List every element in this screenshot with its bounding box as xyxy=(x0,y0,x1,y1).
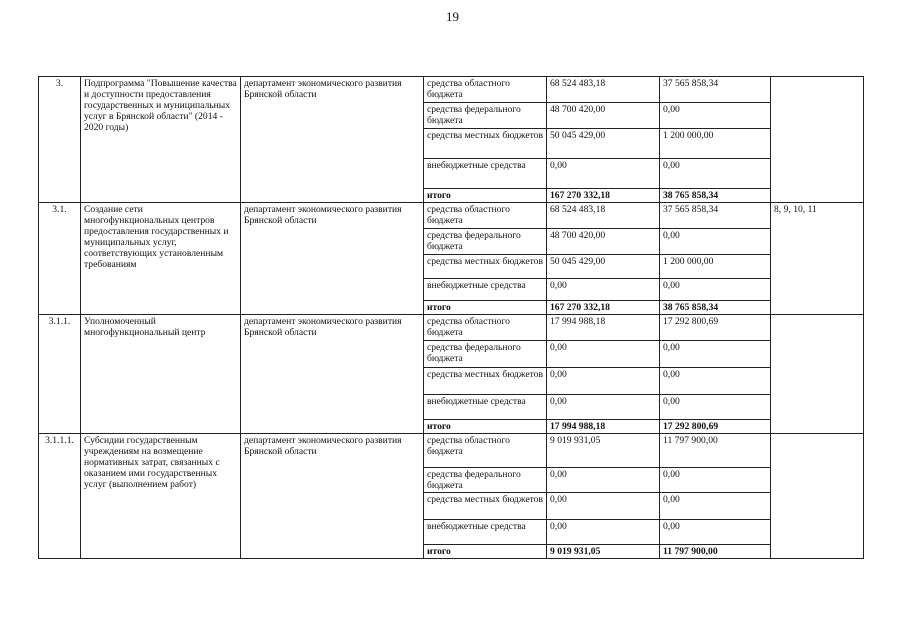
funding-value-1-text: 48 700 420,00 xyxy=(550,104,606,115)
total-value-2-text: 38 765 858,34 xyxy=(663,302,719,314)
funding-value-2 xyxy=(660,368,771,395)
funding-value-1-text: 50 045 429,00 xyxy=(550,256,606,268)
funding-value-2-text: 0,00 xyxy=(663,469,680,481)
funding-value-1-text: 0,00 xyxy=(550,280,567,292)
section-executor-text: департамент экономического развития Брянской области xyxy=(244,316,402,339)
table-row xyxy=(39,315,864,341)
funding-value-2-text: 0,00 xyxy=(663,342,680,354)
section-executor-text: департамент экономического развития Брянской области xyxy=(244,435,402,458)
section-name-text: Субсидии государственным учреждениям на возмещение нормативных затрат, связанных с оказанием ими государственных услуг (выполнением работ) xyxy=(84,435,220,491)
funding-value-1-text: 0,00 xyxy=(550,160,567,171)
funding-source-text: средства местных бюджетов xyxy=(427,369,543,381)
funding-value-1 xyxy=(547,315,660,341)
table-row xyxy=(39,203,864,229)
funding-source xyxy=(424,315,547,341)
funding-value-1 xyxy=(547,395,660,420)
total-value-2 xyxy=(660,420,771,434)
total-value-1 xyxy=(547,545,660,559)
funding-value-2 xyxy=(660,493,771,520)
funding-source-text: внебюджетные средства xyxy=(427,521,526,533)
total-label xyxy=(424,301,547,315)
total-value-2 xyxy=(660,189,771,203)
funding-source-text: средства областного бюджета xyxy=(427,204,510,227)
funding-value-1-text: 68 524 483,18 xyxy=(550,78,606,89)
funding-value-1 xyxy=(547,434,660,468)
section-executor xyxy=(241,434,424,559)
funding-value-2-text: 17 292 800,69 xyxy=(663,316,719,328)
funding-value-2-text: 0,00 xyxy=(663,494,680,506)
funding-value-1 xyxy=(547,279,660,301)
section-number-text: 3.1.1. xyxy=(48,316,71,328)
total-value-2-text: 38 765 858,34 xyxy=(663,190,719,201)
funding-value-1-text: 0,00 xyxy=(550,342,567,354)
funding-source xyxy=(424,103,547,129)
funding-value-2 xyxy=(660,341,771,368)
total-label-text: итого xyxy=(427,190,451,201)
funding-value-1 xyxy=(547,203,660,229)
section-number xyxy=(39,77,81,203)
funding-source xyxy=(424,493,547,520)
section-number-text: 3.1. xyxy=(52,204,67,216)
section-name xyxy=(81,434,241,559)
total-value-2 xyxy=(660,545,771,559)
funding-value-2-text: 0,00 xyxy=(663,396,680,408)
funding-source xyxy=(424,341,547,368)
funding-value-2 xyxy=(660,395,771,420)
funding-source xyxy=(424,229,547,255)
funding-value-1 xyxy=(547,77,660,103)
total-value-1-text: 167 270 332,18 xyxy=(550,302,610,314)
page-number: 19 xyxy=(446,9,459,24)
funding-value-2 xyxy=(660,468,771,493)
funding-value-2-text: 0,00 xyxy=(663,230,680,242)
funding-value-1 xyxy=(547,159,660,189)
total-label xyxy=(424,545,547,559)
funding-value-1 xyxy=(547,493,660,520)
section-name-text: Уполномоченный многофункциональный центр xyxy=(84,316,206,339)
funding-source-text: средства федерального бюджета xyxy=(427,104,521,127)
total-label-text: итого xyxy=(427,421,451,433)
section-executor-text: департамент экономического развития Брянской области xyxy=(244,204,402,227)
section-number xyxy=(39,434,81,559)
funding-value-2-text: 0,00 xyxy=(663,280,680,292)
section-indicators xyxy=(771,203,864,315)
total-value-1-text: 17 994 988,18 xyxy=(550,421,606,433)
funding-source-text: средства местных бюджетов xyxy=(427,130,543,141)
funding-source-text: средства местных бюджетов xyxy=(427,256,543,268)
funding-source xyxy=(424,468,547,493)
funding-source-text: средства федерального бюджета xyxy=(427,469,521,492)
funding-source-text: средства федерального бюджета xyxy=(427,342,521,365)
funding-source xyxy=(424,77,547,103)
section-executor-text: департамент экономического развития Брянской области xyxy=(244,78,402,101)
section-name xyxy=(81,203,241,315)
funding-value-1 xyxy=(547,520,660,545)
total-label xyxy=(424,189,547,203)
section-indicators xyxy=(771,315,864,434)
section-number-text: 3.1.1.1. xyxy=(45,435,74,447)
funding-source-text: средства федерального бюджета xyxy=(427,230,521,253)
funding-value-2-text: 37 565 858,34 xyxy=(663,78,719,89)
table-body xyxy=(39,77,864,559)
funding-value-1 xyxy=(547,229,660,255)
total-label-text: итого xyxy=(427,302,451,314)
section-name-text: Подпрограмма "Повышение качества и доступности предоставления государственных и муниципальных услуг в Брянской области" (2014 - 2020 годы) xyxy=(84,78,237,134)
funding-value-2 xyxy=(660,279,771,301)
funding-source-text: внебюджетные средства xyxy=(427,280,526,292)
funding-value-2 xyxy=(660,229,771,255)
funding-source xyxy=(424,159,547,189)
funding-value-2-text: 0,00 xyxy=(663,104,680,115)
funding-source xyxy=(424,520,547,545)
funding-value-2 xyxy=(660,159,771,189)
funding-value-2-text: 1 200 000,00 xyxy=(663,130,714,141)
funding-value-1-text: 0,00 xyxy=(550,494,567,506)
funding-value-2 xyxy=(660,129,771,159)
funding-source-text: средства областного бюджета xyxy=(427,78,510,101)
funding-value-1 xyxy=(547,368,660,395)
funding-source xyxy=(424,368,547,395)
funding-value-1-text: 0,00 xyxy=(550,469,567,481)
funding-source xyxy=(424,255,547,279)
funding-value-1 xyxy=(547,103,660,129)
table-row xyxy=(39,434,864,468)
section-name xyxy=(81,315,241,434)
funding-value-1-text: 17 994 988,18 xyxy=(550,316,606,328)
total-value-1 xyxy=(547,189,660,203)
funding-value-2-text: 11 797 900,00 xyxy=(663,435,718,447)
total-value-2-text: 17 292 800,69 xyxy=(663,421,719,433)
section-indicators xyxy=(771,434,864,559)
total-value-1 xyxy=(547,420,660,434)
funding-value-1 xyxy=(547,468,660,493)
funding-value-1 xyxy=(547,129,660,159)
funding-value-1-text: 0,00 xyxy=(550,521,567,533)
funding-value-1-text: 9 019 931,05 xyxy=(550,435,601,447)
funding-value-1-text: 50 045 429,00 xyxy=(550,130,606,141)
section-number xyxy=(39,203,81,315)
funding-value-1-text: 48 700 420,00 xyxy=(550,230,606,242)
total-value-2-text: 11 797 900,00 xyxy=(663,546,718,558)
funding-value-1-text: 0,00 xyxy=(550,396,567,408)
funding-source-text: внебюджетные средства xyxy=(427,396,526,408)
funding-value-2-text: 0,00 xyxy=(663,521,680,533)
funding-source-text: внебюджетные средства xyxy=(427,160,526,171)
section-number-text: 3. xyxy=(55,78,64,89)
section-executor xyxy=(241,77,424,203)
section-name xyxy=(81,77,241,203)
section-executor xyxy=(241,315,424,434)
funding-source xyxy=(424,279,547,301)
funding-value-2 xyxy=(660,77,771,103)
section-name-text: Создание сети многофункциональных центров предоставления государственных и муниципальных услуг, соответствующих установленным требованиям xyxy=(84,204,229,271)
funding-value-2 xyxy=(660,103,771,129)
total-value-2 xyxy=(660,301,771,315)
funding-value-2 xyxy=(660,255,771,279)
funding-source xyxy=(424,434,547,468)
funding-source-text: средства местных бюджетов xyxy=(427,494,543,506)
funding-value-2-text: 0,00 xyxy=(663,369,680,381)
funding-value-1 xyxy=(547,255,660,279)
funding-value-1-text: 68 524 483,18 xyxy=(550,204,606,216)
total-value-1-text: 9 019 931,05 xyxy=(550,546,601,558)
budget-table xyxy=(38,76,864,559)
funding-source xyxy=(424,129,547,159)
funding-source xyxy=(424,395,547,420)
total-value-1-text: 167 270 332,18 xyxy=(550,190,610,201)
section-indicators-text: 8, 9, 10, 11 xyxy=(774,204,817,216)
funding-value-2 xyxy=(660,203,771,229)
total-label xyxy=(424,420,547,434)
total-value-1 xyxy=(547,301,660,315)
section-indicators xyxy=(771,77,864,203)
funding-value-1-text: 0,00 xyxy=(550,369,567,381)
funding-value-2 xyxy=(660,315,771,341)
funding-value-2 xyxy=(660,434,771,468)
funding-value-2-text: 37 565 858,34 xyxy=(663,204,719,216)
funding-source-text: средства областного бюджета xyxy=(427,435,510,458)
funding-source xyxy=(424,203,547,229)
table-row xyxy=(39,77,864,103)
section-number xyxy=(39,315,81,434)
funding-value-1 xyxy=(547,341,660,368)
funding-value-2-text: 0,00 xyxy=(663,160,680,171)
total-label-text: итого xyxy=(427,546,451,558)
funding-source-text: средства областного бюджета xyxy=(427,316,510,339)
funding-value-2 xyxy=(660,520,771,545)
section-executor xyxy=(241,203,424,315)
funding-value-2-text: 1 200 000,00 xyxy=(663,256,714,268)
